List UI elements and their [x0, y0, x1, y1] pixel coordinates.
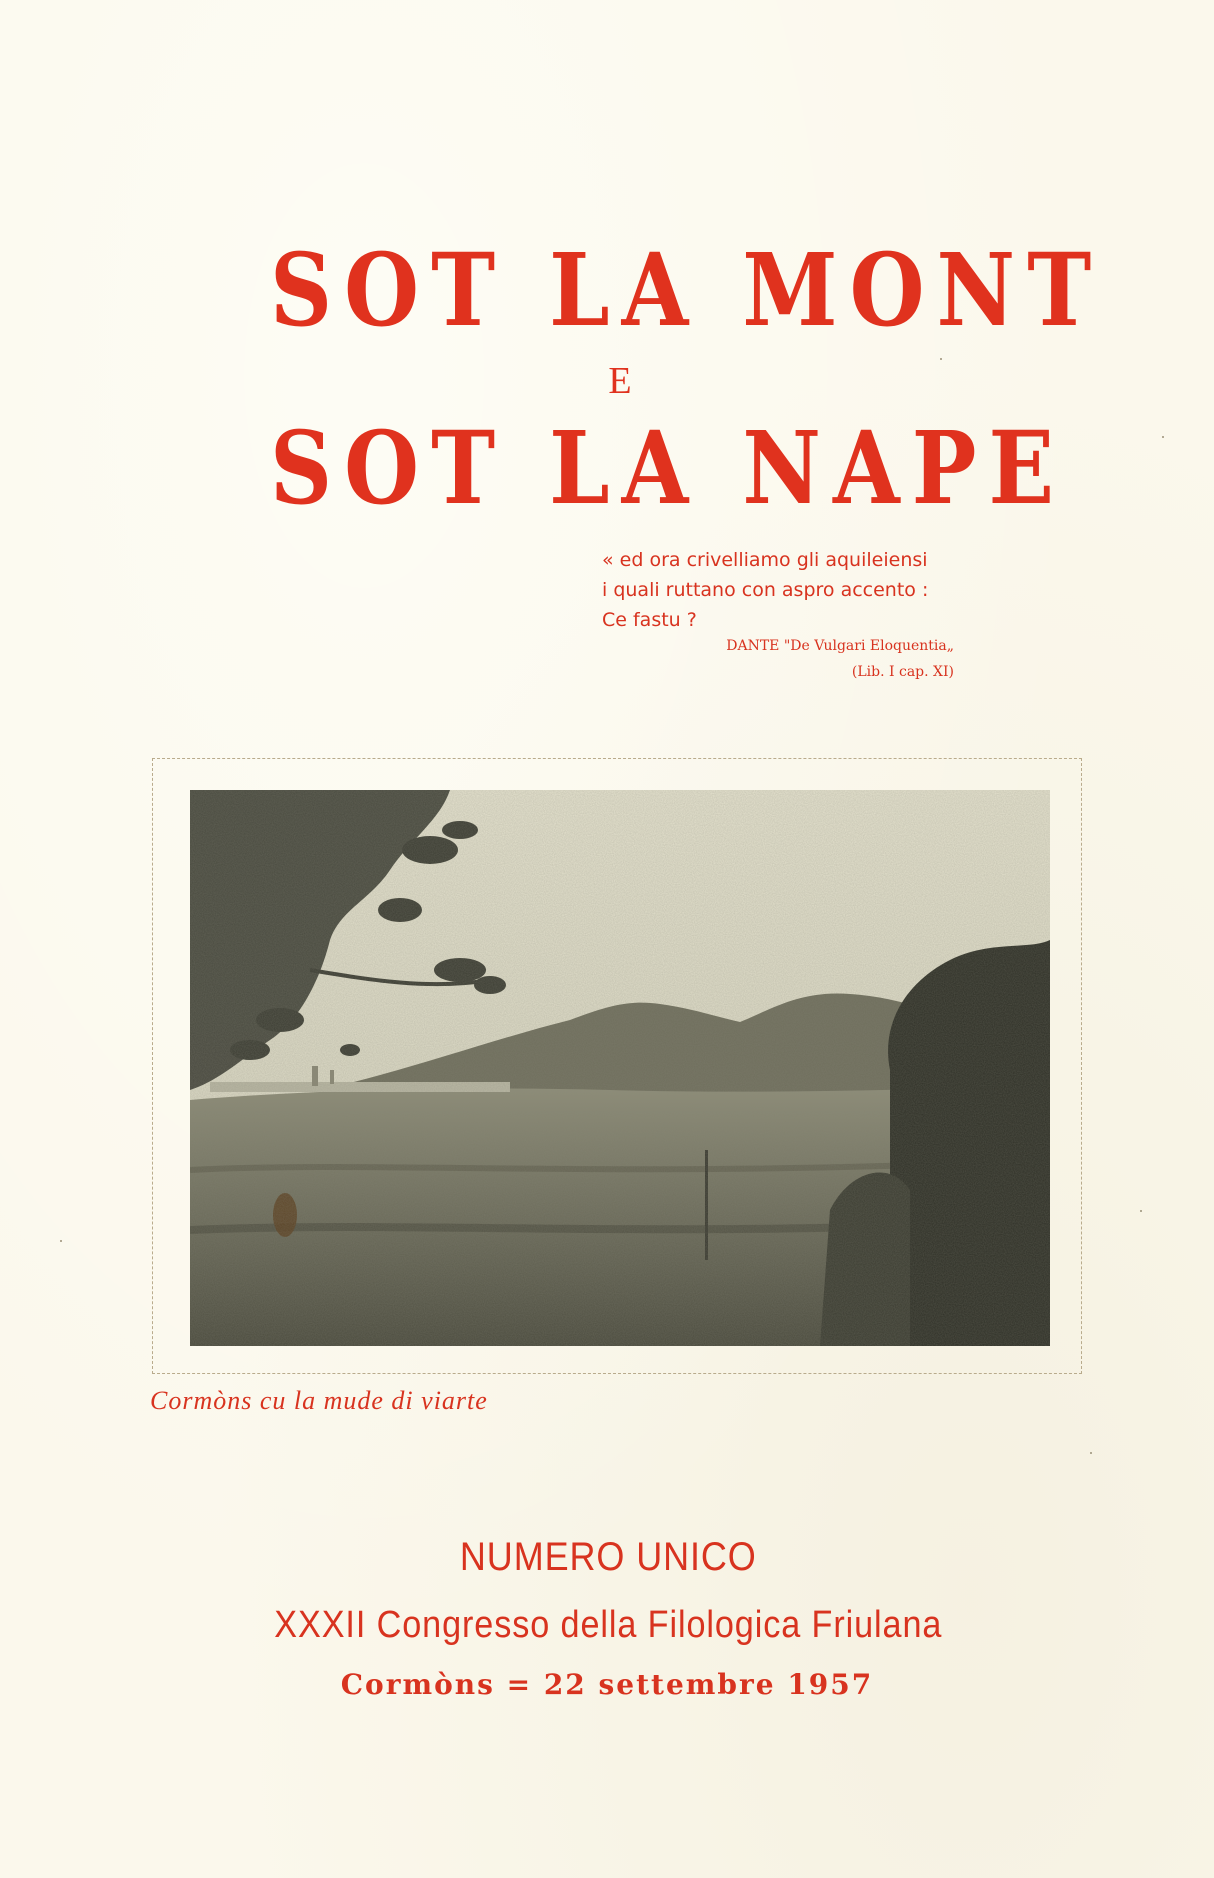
issue-label: NUMERO UNICO [459, 1535, 757, 1579]
landscape-photo [190, 790, 1050, 1346]
epigraph-line: i quali ruttano con aspro accento : [602, 579, 929, 601]
epigraph [602, 545, 982, 635]
epigraph-attribution: DANTE "De Vulgari Eloquentia„ [726, 638, 954, 654]
paper-speck [60, 1240, 62, 1242]
epigraph-line: Ce fastu ? [602, 609, 697, 631]
landscape-illustration [190, 790, 1050, 1346]
congress-title: XXXII Congresso della Filologica Friulana [274, 1604, 943, 1646]
paper-speck [1090, 1452, 1092, 1454]
title-line-1: SOT LA MONT [270, 231, 1104, 349]
title-line-2: SOT LA NAPE [270, 409, 1067, 527]
paper-speck [1162, 436, 1164, 438]
paper-speck [940, 358, 942, 360]
place-date: Cormòns = 22 settembre 1957 [340, 1668, 874, 1701]
title-conjunction: E [608, 360, 632, 402]
photo-caption: Cormòns cu la mude di viarte [150, 1386, 488, 1415]
epigraph-reference: (Lib. I cap. XI) [851, 664, 954, 680]
paper-speck [1140, 1210, 1142, 1212]
epigraph-line: « ed ora crivelliamo gli aquileiensi [602, 549, 928, 571]
